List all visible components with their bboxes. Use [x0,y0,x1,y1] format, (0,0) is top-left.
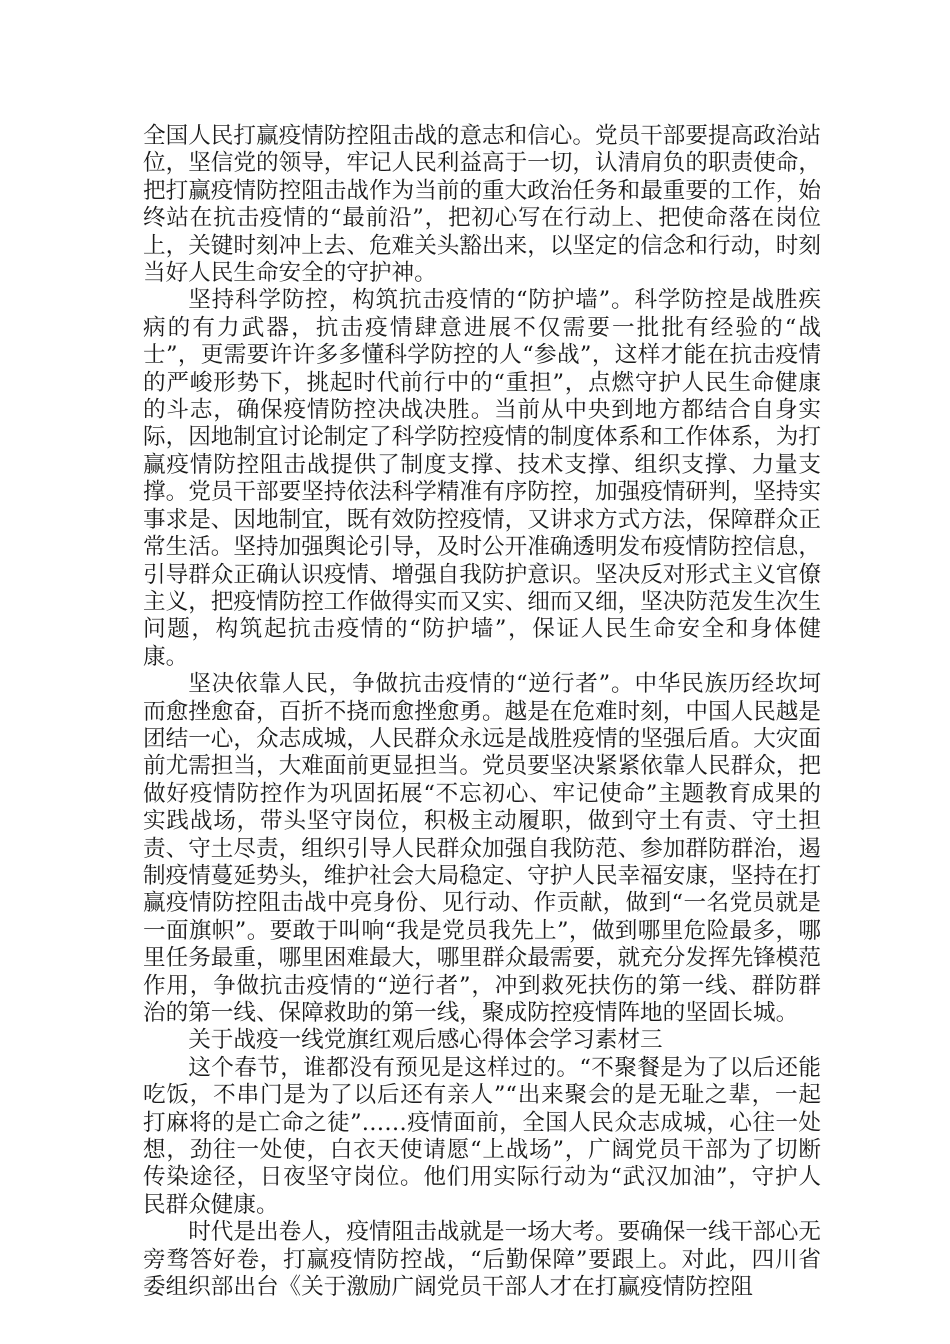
paragraph-continued: 全国人民打赢疫情防控阻击战的意志和信心。党员干部要提高政治站位，坚信党的领导，牢记人民利益高于一切，认清肩负的职责使命，把打赢疫情防控阻击战作为当前的重大政治任务和最重要的工作，始终站在抗击疫情的“最前沿”，把初心写在行动上、把使命落在岗位上，关键时刻冲上去、危难关头豁出来，以坚定的信念和行动，时刻当好人民生命安全的守护神。 [143,123,821,287]
body-text [143,123,821,1301]
section-heading: 关于战疫一线党旗红观后感心得体会学习素材三 [188,1027,663,1054]
paragraph-big-exam: 时代是出卷人，疫情阻击战就是一场大考。要确保一线干部心无旁骛答好卷，打赢疫情防控战，“后勤保障”要跟上。对此，四川省委组织部出台《关于激励广阔党员干部人才在打赢疫情防控阻 [143,1219,821,1301]
paragraph-spring-festival: 这个春节，谁都没有预见是这样过的。“不聚餐是为了以后还能吃饭，不串门是为了以后还有亲人”“出来聚会的是无耻之辈，一起打麻将的是亡命之徒”……疫情面前，全国人民众志成城，心往一处想，劲往一处使，白衣天使请愿“上战场”，广阔党员干部为了切断传染途径，日夜坚守岗位。他们用实际行动为“武汉加油”，守护人民群众健康。 [143,1054,821,1218]
paragraph-rely-on-people: 坚决依靠人民，争做抗击疫情的“逆行者”。中华民族历经坎坷而愈挫愈奋，百折不挠而愈挫愈勇。越是在危难时刻，中国人民越是团结一心，众志成城，人民群众永远是战胜疫情的坚强后盾。大灾面前尤需担当，大难面前更显担当。党员要坚决紧紧依靠人民群众，把做好疫情防控作为巩固拓展“不忘初心、牢记使命”主题教育成果的实践战场，带头坚守岗位，积极主动履职，做到守土有责、守土担责、守土尽责，组织引导人民群众加强自我防范、参加群防群治，遏制疫情蔓延势头，维护社会大局稳定、守护人民幸福安康，坚持在打赢疫情防控阻击战中亮身份、见行动、作贡献，做到“一名党员就是一面旗帜”。要敢于叫响“我是党员我先上”，做到哪里危险最多，哪里任务最重，哪里困难最大，哪里群众最需要，就充分发挥先锋模范作用，争做抗击疫情的“逆行者”，冲到救死扶伤的第一线、群防群治的第一线、保障救助的第一线，聚成防控疫情阵地的坚固长城。 [143,671,821,1026]
paragraph-scientific-prevention: 坚持科学防控，构筑抗击疫情的“防护墙”。科学防控是战胜疾病的有力武器，抗击疫情肆意进展不仅需要一批批有经验的“战士”，更需要许许多多懂科学防控的人“参战”，这样才能在抗击疫情的严峻形势下，挑起时代前行中的“重担”，点燃守护人民生命健康的斗志，确保疫情防控决战决胜。当前从中央到地方都结合自身实际，因地制宜讨论制定了科学防控疫情的制度体系和工作体系，为打赢疫情防控阻击战提供了制度支撑、技术支撑、组织支撑、力量支撑。党员干部要坚持依法科学精准有序防控，加强疫情研判，坚持实事求是、因地制宜，既有效防控疫情，又讲求方式方法，保障群众正常生活。坚持加强舆论引导，及时公开准确透明发布疫情防控信息，引导群众正确认识疫情、增强自我防护意识。坚决反对形式主义官僚主义，把疫情防控工作做得实而又实、细而又细，坚决防范发生次生问题，构筑起抗击疫情的“防护墙”，保证人民生命安全和身体健康。 [143,287,821,670]
